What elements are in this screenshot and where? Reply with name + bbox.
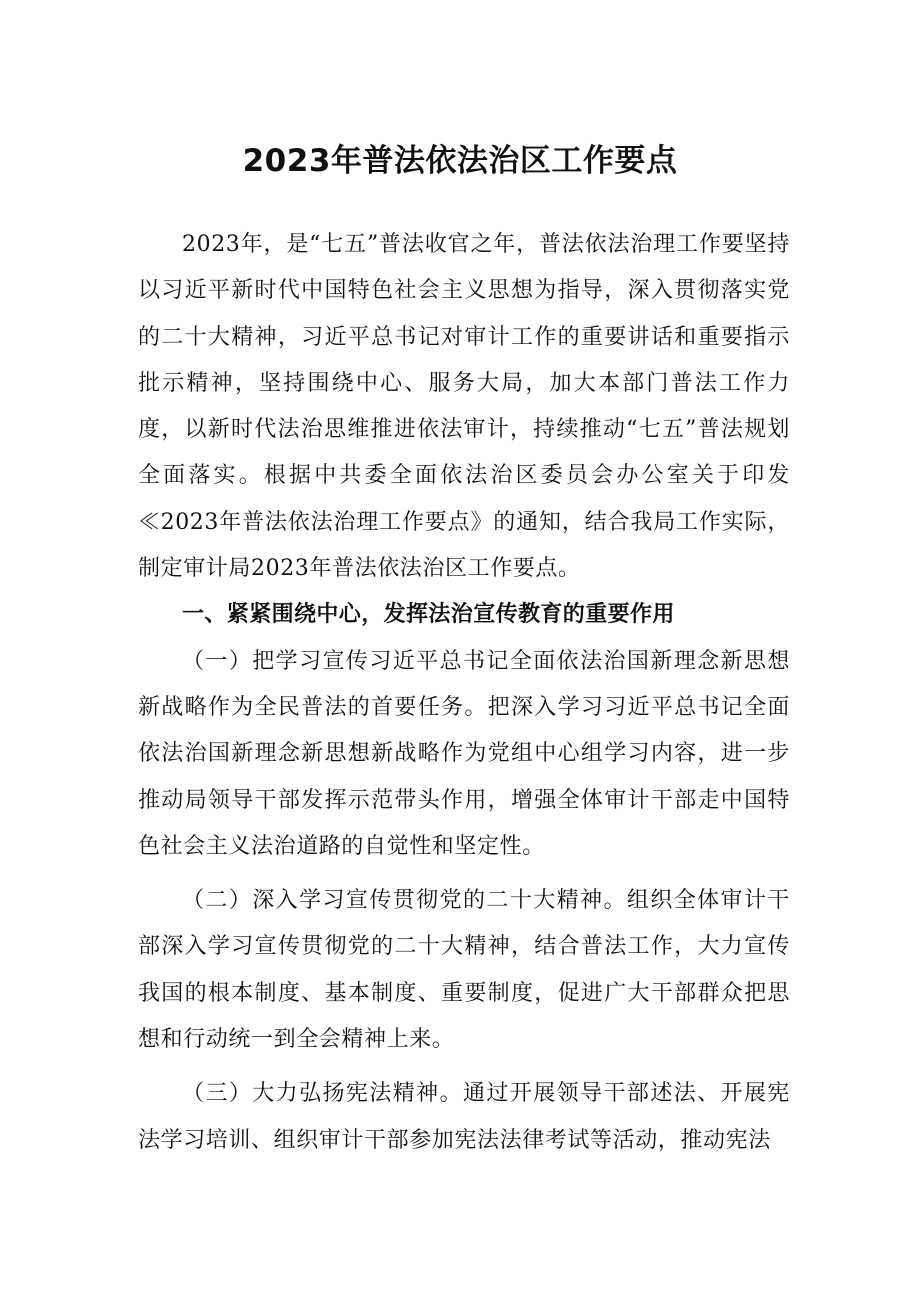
document-body bbox=[138, 222, 790, 1164]
section1-item-1: （一）把学习宣传习近平总书记全面依法治国新理念新思想新战略作为全民普法的首要任务。把深入学习习近平总书记全面依法治国新理念新思想新战略作为党组中心组学习内容，进一步推动局领导干部发挥示范带头作用，增强全体审计干部走中国特色社会主义法治道路的自觉性和坚定性。 bbox=[138, 648, 790, 859]
section1-item-3: （三）大力弘扬宪法精神。通过开展领导干部述法、开展宪法学习培训、组织审计干部参加宪法法律考试等活动，推动宪法 bbox=[138, 1081, 790, 1153]
section-heading-1: 一、紧紧围绕中心，发挥法治宣传教育的重要作用 bbox=[182, 602, 675, 628]
document-title: 2023年普法依法治区工作要点 bbox=[242, 143, 678, 179]
section1-item-2: （二）深入学习宣传贯彻党的二十大精神。组织全体审计干部深入学习宣传贯彻党的二十大精神，结合普法工作，大力宣传我国的根本制度、基本制度、重要制度，促进广大干部群众把思想和行动统一到全会精神上来。 bbox=[138, 888, 790, 1053]
intro-paragraph: 2023年，是“七五”普法收官之年，普法依法治理工作要坚持以习近平新时代中国特色社会主义思想为指导，深入贯彻落实党的二十大精神，习近平总书记对审计工作的重要讲话和重要指示批示精神，坚持围绕中心、服务大局，加大本部门普法工作力度，以新时代法治思维推进依法审计，持续推动“七五”普法规划全面落实。根据中共委全面依法治区委员会办公室关于印发≪2023年普法依法治理工作要点》的通知，结合我局工作实际，制定审计局2023年普法依法治区工作要点。 bbox=[138, 232, 790, 582]
